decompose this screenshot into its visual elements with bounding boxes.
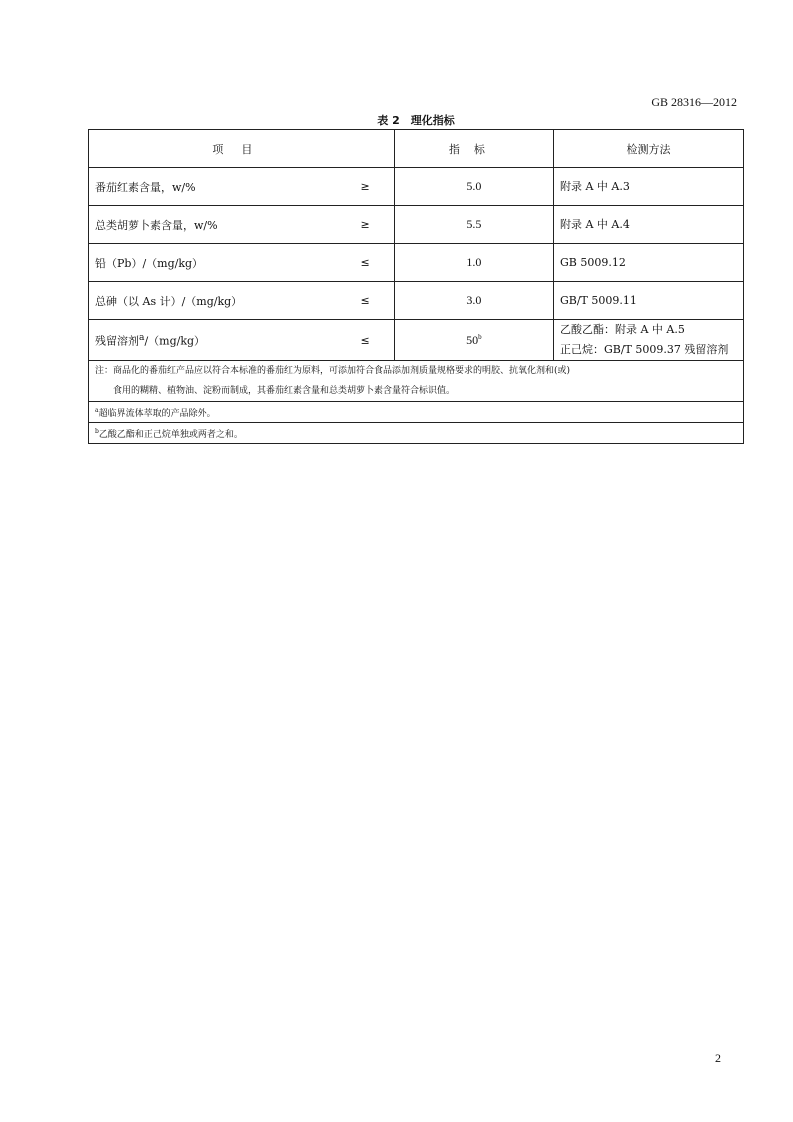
standard-code: GB 28316—2012 xyxy=(651,95,737,109)
test-method: 附录 A 中 A.3 xyxy=(553,168,743,206)
physicochemical-table xyxy=(88,129,744,444)
index-value: 50$^b$ xyxy=(394,320,553,361)
footnote-b: $^b$乙酸乙酯和正己烷单独或两者之和。 xyxy=(89,423,744,444)
table-row xyxy=(89,168,744,206)
index-value: 1.0 xyxy=(394,244,553,282)
footnote-row xyxy=(89,402,744,423)
item-name: 总砷（以 As 计）/（mg/kg） xyxy=(95,294,243,308)
item-name: 铅（Pb）/（mg/kg） xyxy=(95,256,204,270)
test-method: GB/T 5009.11 xyxy=(553,282,743,320)
item-name: 残留溶剂$^a$/（mg/kg） xyxy=(95,331,206,348)
index-value: 5.0 xyxy=(394,168,553,206)
header-method: 检测方法 xyxy=(553,130,743,168)
page-number: 2 xyxy=(715,1051,721,1065)
footnote-row xyxy=(89,423,744,444)
footnote-mark: b xyxy=(478,332,482,341)
table-header-row xyxy=(89,130,744,168)
test-method: GB 5009.12 xyxy=(553,244,743,282)
table-row xyxy=(89,206,744,244)
operator: ≥ xyxy=(360,218,370,231)
footnote-mark: a xyxy=(139,331,145,343)
header-item: 项目 xyxy=(89,130,395,168)
operator: ≤ xyxy=(360,333,370,347)
index-value: 3.0 xyxy=(394,282,553,320)
operator: ≤ xyxy=(360,256,370,269)
operator: ≤ xyxy=(360,294,370,307)
header-index: 指标 xyxy=(394,130,553,168)
table-title: 表 2 理化指标 xyxy=(377,114,455,127)
test-method: 附录 A 中 A.4 xyxy=(553,206,743,244)
table-note: 注：商品化的番茄红产品应以符合本标准的番茄红为原料，可添加符合食品添加剂质量规格要求的明胶、抗氧化剂和(或) 食用的糊精、植物油、淀粉而制成，其番茄红素含量和总类胡萝卜素含量符合标识值。 xyxy=(89,361,744,402)
test-method: 乙酸乙酯：附录 A 中 A.5 正己烷：GB/T 5009.37 残留溶剂 xyxy=(553,320,743,361)
item-name: 番茄红素含量，w/% xyxy=(95,180,196,194)
index-value: 5.5 xyxy=(394,206,553,244)
operator: ≥ xyxy=(360,180,370,193)
table-row xyxy=(89,320,744,361)
table-row xyxy=(89,244,744,282)
footnote-a: $^a$超临界流体萃取的产品除外。 xyxy=(89,402,744,423)
item-name: 总类胡萝卜素含量，w/% xyxy=(95,218,218,232)
table-row xyxy=(89,282,744,320)
table-note-row xyxy=(89,361,744,402)
